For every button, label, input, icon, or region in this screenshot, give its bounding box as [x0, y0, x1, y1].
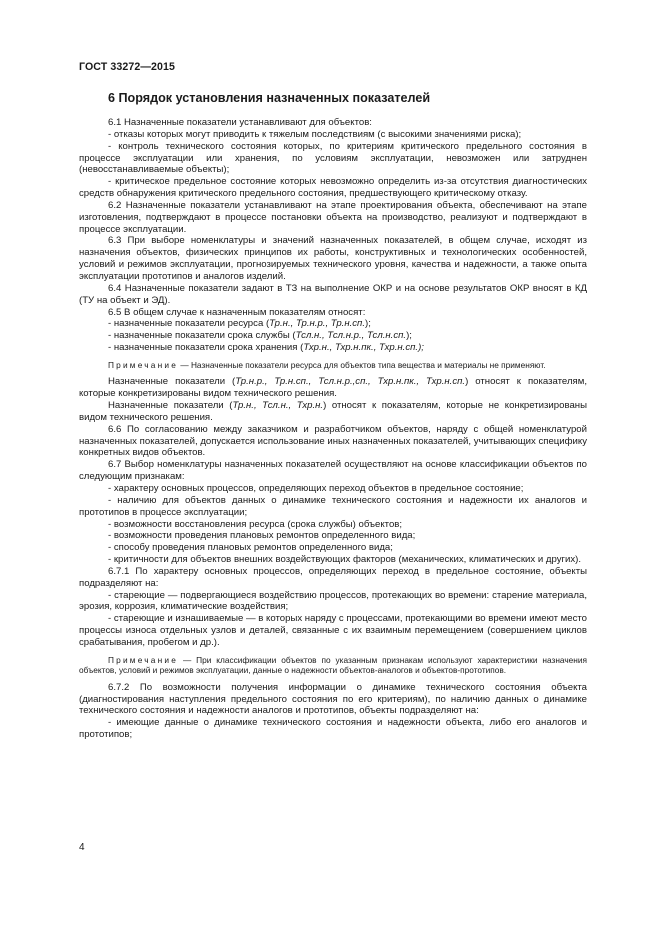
clause-6-5-intro: 6.5 В общем случае к назначенным показателям относят:: [108, 306, 366, 318]
page-number: 4: [79, 842, 85, 853]
clause-6-7-2-intro: 6.7.2 По возможности получения информации о динамике технического состояния объекта (диагностирования наступления предельного состояния по его критериям), по наличию данных о динамике технического состояния и надежности аналогов и прототипов, объекты подразделяют на:: [79, 681, 587, 717]
list-item: - наличию для объектов данных о динамике технического состояния и надежности их аналогов и прототипов в процессе эксплуатации;: [79, 494, 587, 518]
document-body: [79, 117, 587, 741]
clause-6-5-paragraph: Назначенные показатели (Тр.н., Тсл.н., Тхр.н.) относят к показателям, которые не конкретизированы видом технического решения.: [79, 400, 587, 423]
list-item: - возможности восстановления ресурса (срока службы) объектов;: [108, 518, 403, 530]
clause-6-5-paragraph: Назначенные показатели (Тр.н.р., Тр.н.сп., Тсл.н.р.,сп., Тхр.н.пк., Тхр.н.сп.) относят к показателям, которые конкретизированы видом технического решения.: [79, 376, 587, 400]
list-item: - имеющие данные о динамике технического состояния и надежности объекта, либо его аналогов и прототипов;: [79, 717, 587, 741]
clause-6-7-1-intro: 6.7.1 По характеру основных процессов, определяющих переход в предельное состояние, объекты подразделяют на:: [79, 565, 587, 589]
symbol: Тр.н.р., Тр.н.сп., Тсл.н.р.,сп., Тхр.н.пк., Тхр.н.сп.: [235, 376, 466, 388]
list-item: - способу проведения плановых ремонтов определенного вида;: [108, 542, 393, 554]
list-item: - отказы которых могут приводить к тяжелым последствиям (с высокими значениями риска);: [108, 128, 522, 140]
section-title: 6 Порядок установления назначенных показателей: [108, 91, 431, 105]
list-item: - назначенные показатели срока хранения (Тхр.н., Тхр.н.пк., Тхр.н.сп.);: [108, 342, 424, 354]
list-item: - характеру основных процессов, определяющих переход объектов в предельное состояние;: [108, 482, 524, 494]
clause-6-4: 6.4 Назначенные показатели задают в ТЗ на выполнение ОКР и на основе результатов ОКР вносят в КД (ТУ на объект и ЭД).: [79, 282, 587, 306]
list-item: - контроль технического состояния которых, по критериям критического предельного состояния в процессе эксплуатации или хранения, по условиям эксплуатации, невозможен или затруднен (невосстанавливаемые объекты);: [79, 140, 587, 176]
symbol: Тр.н., Тсл.н., Тхр.н.: [232, 400, 324, 412]
clause-6-7-intro: 6.7 Выбор номенклатуры назначенных показателей осуществляют на основе классификации объектов по следующим признакам:: [79, 459, 587, 483]
list-item: - назначенные показатели ресурса (Тр.н., Тр.н.р., Тр.н.сп.);: [108, 318, 371, 330]
list-item: - стареющие — подвергающиеся воздействию процессов, протекающих во времени: старение материала, эрозия, коррозия, климатические воздействия;: [79, 589, 587, 613]
list-item: - критичности для объектов внешних воздействующих факторов (механических, климатических и других).: [108, 554, 582, 566]
clause-6-1-intro: 6.1 Назначенные показатели устанавливают для объектов:: [108, 117, 372, 128]
list-item: - стареющие и изнашиваемые — в которых наряду с процессами, протекающими во времени имеют место процессы износа отдельных узлов и деталей, связанные с их взаимным перемещением (совершением циклов срабатывания, пробегом и др.).: [79, 613, 587, 648]
clause-6-2: 6.2 Назначенные показатели устанавливают на этапе проектирования объекта, обеспечивают на этапе изготовления, подтверждают в процессе постановки объекта на производство, реализуют и подтверждают в процессе эксплуатации.: [79, 199, 587, 235]
list-item: - возможности проведения плановых ремонтов определенного вида;: [108, 530, 416, 542]
list-item: - критическое предельное состояние которых невозможно определить из-за отсутствия диагностических средств обнаружения критического предельного состояния, предшествующего критическому отказу.: [79, 176, 587, 200]
note-6-5: Примечание — Назначенные показатели ресурса для объектов типа вещества и материалы не применяют.: [108, 359, 546, 370]
note-label: Примечание: [108, 359, 179, 370]
symbol: Тр.н., Тр.н.р., Тр.н.сп.: [269, 318, 366, 330]
note-label: Примечание: [108, 654, 179, 665]
standard-header: ГОСТ 33272—2015: [79, 61, 176, 73]
list-item: - назначенные показатели срока службы (Тсл.н., Тсл.н.р., Тсл.н.сп.);: [108, 330, 412, 342]
symbol: Тсл.н., Тсл.н.р., Тсл.н.сп.: [295, 330, 407, 342]
clause-6-3: 6.3 При выборе номенклатуры и значений назначенных показателей, в общем случае, исходят из назначения объектов, физических принципов их работы, конструктивных и технологических особенностей, условий и режимов эксплуатации, прогнозируемых технического уровня, качества и надежности, а также опыта эксплуатации прототипов и аналогов изделий.: [79, 235, 587, 282]
clause-6-6: 6.6 По согласованию между заказчиком и разработчиком объектов, наряду с общей номенклатурой назначенных показателей, допускается использование иных назначенных показателей, учитывающих специфику конкретных видов объектов.: [79, 423, 587, 459]
symbol: Тхр.н., Тхр.н.пк., Тхр.н.сп.);: [303, 342, 424, 354]
note-6-7-1: Примечание — При классификации объектов по указанным признакам используют характеристики назначения объектов, условий и режимов эксплуатации, данные о надежности объектов-аналогов и объектов-прототипов.: [79, 654, 587, 676]
